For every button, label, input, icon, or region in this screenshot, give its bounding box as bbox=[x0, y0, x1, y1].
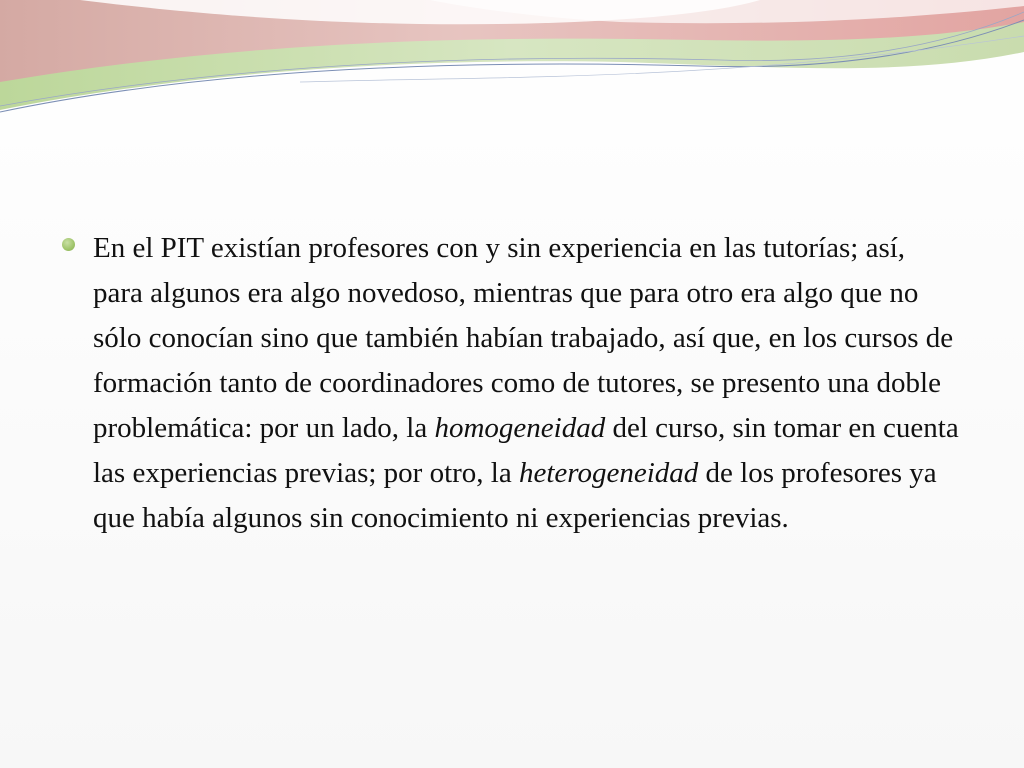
bullet-emphasis-homogeneidad: homogeneidad bbox=[434, 412, 606, 444]
bullet-text-part-3: de los profesores ya que había algunos sin conocimiento ni experiencias previas. bbox=[93, 457, 937, 534]
bullet-emphasis-heterogeneidad: heterogeneidad bbox=[518, 457, 699, 489]
slide-content bbox=[62, 226, 962, 541]
bullet-text bbox=[93, 226, 961, 541]
header-wave-decoration bbox=[0, 0, 1024, 130]
bullet-text-part-2: del curso, sin tomar en cuenta las experiencias previas; por otro, la bbox=[93, 412, 959, 489]
bullet-text-part-1: En el PIT existían profesores con y sin experiencia en las tutorías; así, para algunos era algo novedoso, mientras que para otro era algo que no sólo conocían sino que también habían trabajado, así que, en los cursos de formación tanto de coordinadores como de tutores, se presento una doble problemática: por un lado, la bbox=[93, 232, 954, 444]
bullet-item bbox=[62, 226, 962, 541]
bullet-dot-icon bbox=[62, 238, 75, 251]
